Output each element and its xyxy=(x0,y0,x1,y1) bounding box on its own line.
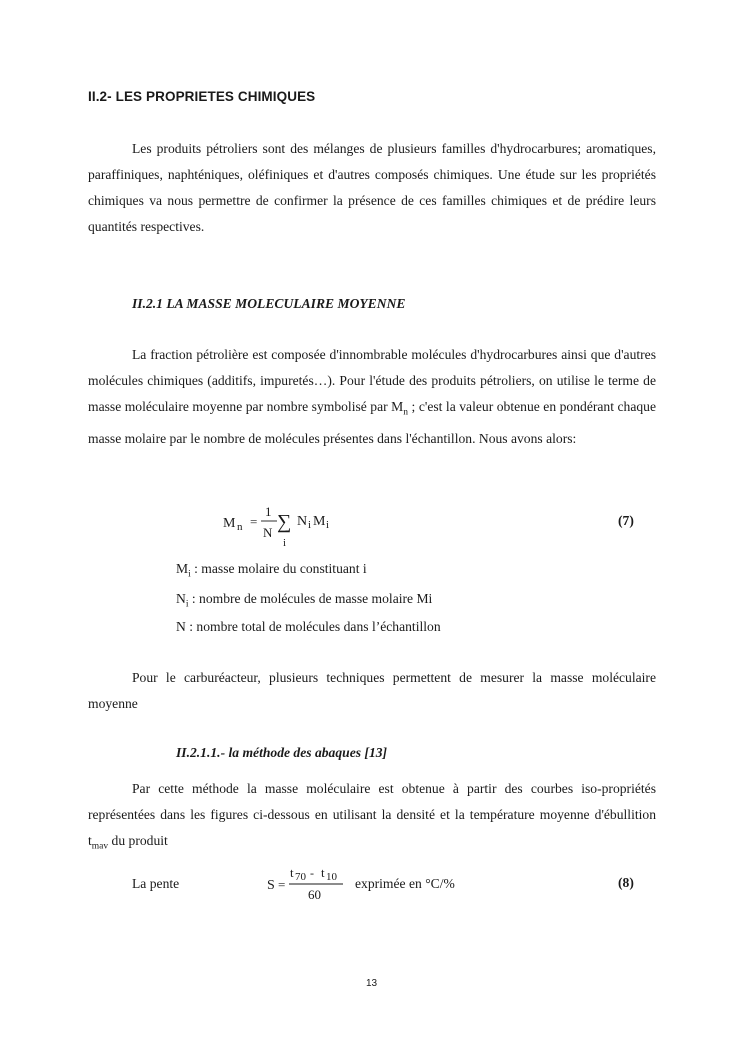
section-heading: II.2- LES PROPRIETES CHIMIQUES xyxy=(88,89,316,104)
subsection-heading: II.2.1 LA MASSE MOLECULAIRE MOYENNE xyxy=(132,296,406,311)
masse-paragraph-sub: n xyxy=(403,407,409,418)
eq7-sum-index: i xyxy=(283,537,287,549)
def-mi-sub: i xyxy=(188,569,191,580)
eq8-num-b-sub: 10 xyxy=(326,871,337,883)
eq7-term-m: M xyxy=(313,514,326,529)
definition-mi xyxy=(176,561,367,580)
eq7-term-n: N xyxy=(297,514,308,529)
eq8-num-a: t xyxy=(290,865,294,880)
eq7-sum-symbol: ∑ xyxy=(277,511,292,533)
eq7-term-m-sub: i xyxy=(326,519,330,531)
eq8-denominator: 60 xyxy=(308,887,321,902)
eq7-term-n-sub: i xyxy=(308,519,312,531)
eq8-lhs: S xyxy=(267,878,275,893)
eq7-numerator: 1 xyxy=(265,504,272,519)
equation-8-number: (8) xyxy=(618,875,634,890)
eq7-equals: = xyxy=(250,514,258,529)
def-ni-sub: i xyxy=(185,599,189,610)
definition-n xyxy=(176,619,441,635)
unit-text: exprimée en °C/% xyxy=(355,876,455,891)
carbureacteur-paragraph: Pour le carburéacteur, plusieurs techniques permettent de mesurer la masse moléculaire moyenne xyxy=(88,670,656,711)
def-ni-text: : nombre de molécules de masse molaire Mi xyxy=(188,591,433,606)
method-paragraph-sub: mav xyxy=(91,841,109,852)
masse-paragraph-start: La fraction pétrolière est composée d'innombrable molécules d'hydrocarbures ainsi que d'autres molécules chimiques (additifs, impuretés…). Pour l'étude des produits pétroliers, on utilise le terme de masse moléculaire moyenne par nombre symbolisé par M xyxy=(88,347,656,414)
intro-paragraph: Les produits pétroliers sont des mélanges de plusieurs familles d'hydrocarbures; aromatiques, paraffiniques, naphténiques, oléfiniques et d'autres composés chimiques. Une étude sur les propriétés chimiques va nous permettre de confirmer la présence de ces familles chimiques et de prédire leurs quantités respectives. xyxy=(88,141,656,234)
equation-8 xyxy=(263,862,353,910)
eq7-lhs: M xyxy=(223,516,236,531)
eq7-denominator: N xyxy=(263,525,273,540)
def-n-symbol: N xyxy=(176,619,186,634)
equation-7 xyxy=(215,500,395,554)
eq7-lhs-sub: n xyxy=(237,521,243,533)
method-paragraph-end: du produit xyxy=(108,833,168,848)
def-ni-symbol: N xyxy=(176,591,186,606)
pente-label: La pente xyxy=(132,876,180,891)
eq8-num-a-sub: 70 xyxy=(295,871,306,883)
eq8-equals: = xyxy=(278,877,286,892)
page-number: 13 xyxy=(366,978,378,989)
method-heading: II.2.1.1.- la méthode des abaques [13] xyxy=(176,745,388,760)
def-mi-symbol: M xyxy=(176,561,189,576)
definition-ni xyxy=(176,591,432,610)
def-mi-text: : masse molaire du constituant i xyxy=(190,561,367,576)
def-n-text: : nombre total de molécules dans l’échantillon xyxy=(185,619,441,634)
masse-paragraph-end: ; c'est la valeur obtenue en pondérant chaque masse molaire par le nombre de molécules présentes dans l'échantillon. Nous avons alors: xyxy=(88,399,656,446)
method-paragraph xyxy=(88,776,656,860)
eq8-num-minus: - xyxy=(307,866,317,880)
eq8-num-b: t xyxy=(321,865,325,880)
method-paragraph-start: Par cette méthode la masse moléculaire est obtenue à partir des courbes iso-propriétés représentées dans les figures ci-dessous en utilisant la densité et la température moyenne d'ébullition t xyxy=(88,781,656,848)
masse-paragraph xyxy=(88,342,656,452)
equation-7-number: (7) xyxy=(618,513,634,528)
